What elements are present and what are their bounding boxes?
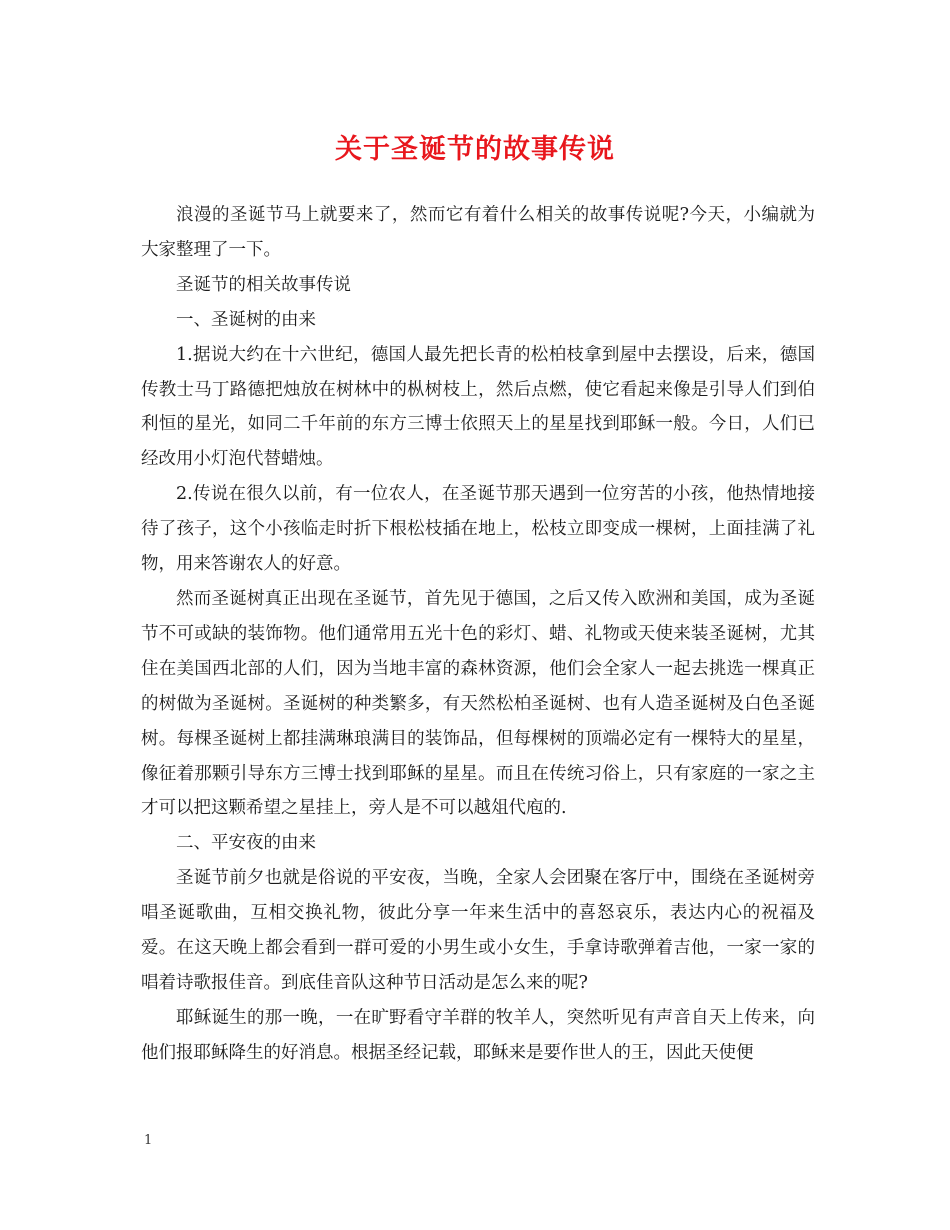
paragraph-eve: 圣诞节前夕也就是俗说的平安夜，当晚，全家人会团聚在客厅中，围绕在圣诞树旁唱圣诞歌曲，互相交换礼物，彼此分享一年来生活中的喜怒哀乐，表达内心的祝福及爱。在这天晚上都会看到一群可爱的小男生或小女生，手拿诗歌弹着吉他，一家一家的唱着诗歌报佳音。到底佳音队这种节日活动是怎么来的呢? xyxy=(141,868,815,993)
page-number: 1 xyxy=(144,1133,153,1148)
paragraph-tree-origin-1: 1.据说大约在十六世纪，德国人最先把长青的松柏枝拿到屋中去摆设，后来，德国传教士马丁路德把烛放在树林中的枞树枝上，然后点燃，使它看起来像是引导人们到伯利恒的星光，如同二千年前的东方三博士依照天上的星星找到耶稣一般。今日，人们已经改用小灯泡代替蜡烛。 xyxy=(141,344,815,470)
paragraph-intro: 浪漫的圣诞节马上就要来了，然而它有着什么相关的故事传说呢?今天，小编就为大家整理了一下。 xyxy=(141,205,815,260)
paragraph-shepherds: 耶稣诞生的那一晚，一在旷野看守羊群的牧羊人，突然听见有声音自天上传来，向他们报耶稣降生的好消息。根据圣经记载，耶稣来是要作世人的王，因此天使便 xyxy=(141,1007,815,1063)
section-heading-tree: 一、圣诞树的由来 xyxy=(176,309,316,330)
paragraph-tree-history: 然而圣诞树真正出现在圣诞节，首先见于德国，之后又传入欧洲和美国，成为圣诞节不可或缺的装饰物。他们通常用五光十色的彩灯、蜡、礼物或天使来装圣诞树，尤其住在美国西北部的人们，因为当地丰富的森林资源，他们会全家人一起去挑选一棵真正的树做为圣诞树。圣诞树的种类繁多，有天然松柏圣诞树、也有人造圣诞树及白色圣诞树。每棵圣诞树上都挂满琳琅满目的装饰品，但每棵树的顶端必定有一棵特大的星星，像征着那颗引导东方三博士找到耶稣的星星。而且在传统习俗上，只有家庭的一家之主才可以把这颗希望之星挂上，旁人是不可以越俎代庖的. xyxy=(141,588,815,819)
section-heading-eve: 二、平安夜的由来 xyxy=(176,833,316,854)
document-title: 关于圣诞节的故事传说 xyxy=(335,134,615,165)
paragraph-tree-origin-2: 2.传说在很久以前，有一位农人，在圣诞节那天遇到一位穷苦的小孩，他热情地接待了孩子，这个小孩临走时折下根松枝插在地上，松枝立即变成一棵树，上面挂满了礼物，用来答谢农人的好意。 xyxy=(141,484,815,575)
paragraph-subtitle: 圣诞节的相关故事传说 xyxy=(176,274,351,295)
document-body xyxy=(141,198,815,1071)
